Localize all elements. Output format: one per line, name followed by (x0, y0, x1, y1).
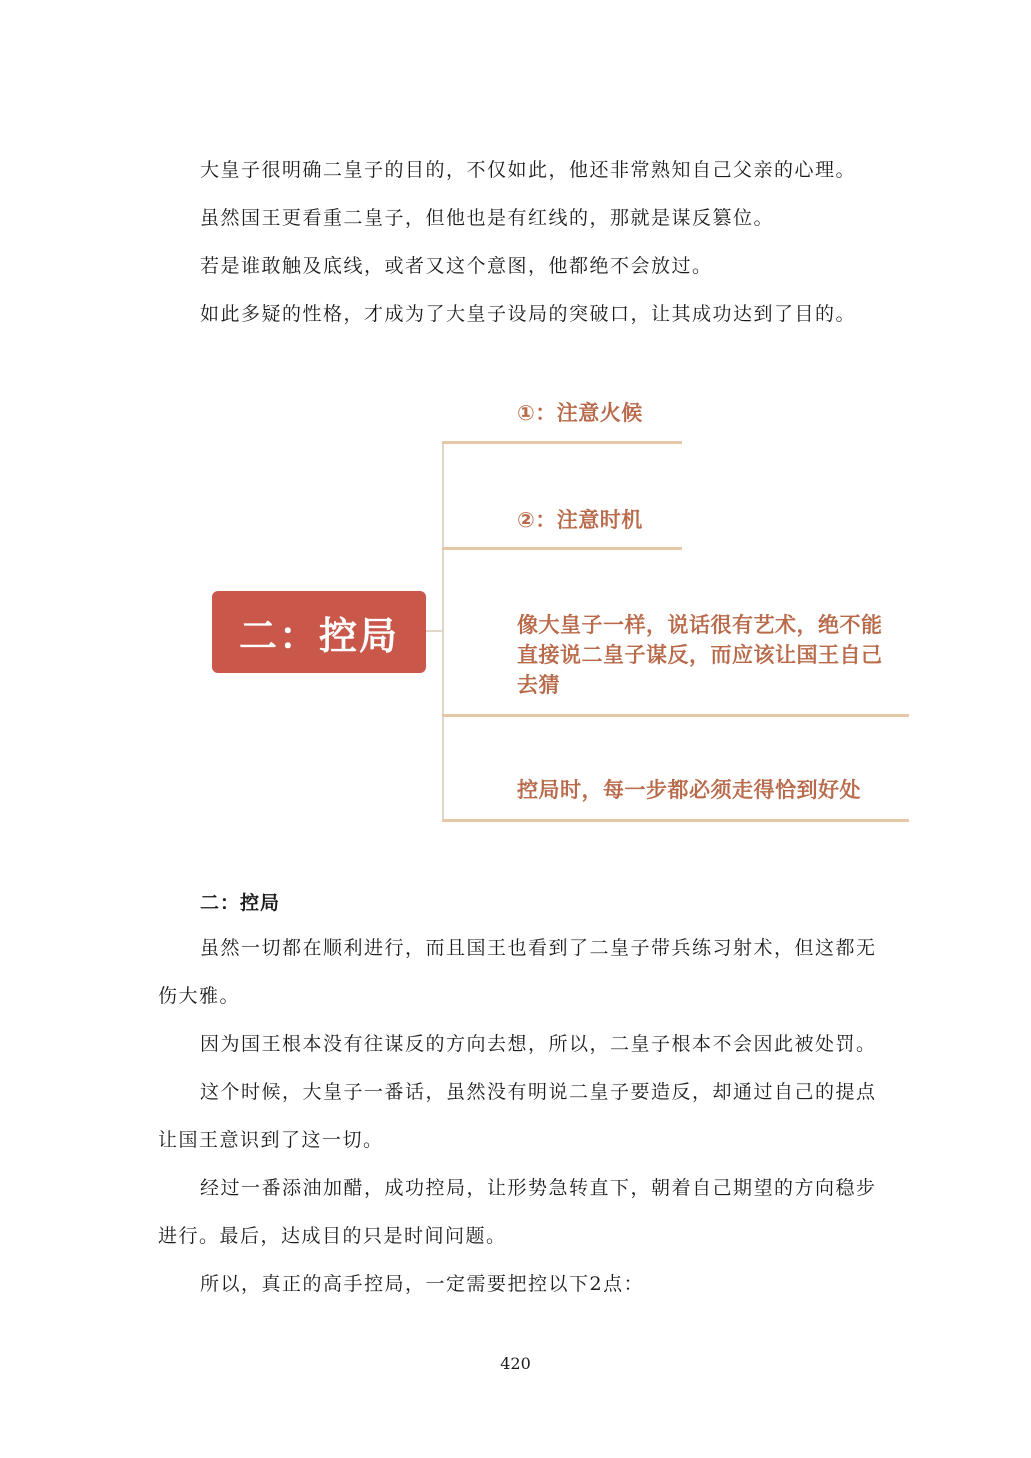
section-para-3-line-2: 让国王意识到了这一切。 (158, 1129, 384, 1151)
section-para-4-line-2: 进行。最后，达成目的只是时间问题。 (158, 1225, 507, 1247)
mindmap-branch-2-line (442, 547, 682, 550)
intro-line-3: 若是谁敢触及底线，或者又这个意图，他都绝不会放过。 (200, 255, 713, 277)
section-para-5-line-1: 所以，真正的高手控局，一定需要把控以下2点： (200, 1273, 645, 1295)
section-heading: 二：控局 (200, 892, 281, 914)
section-para-3-line-1: 这个时候，大皇子一番话，虽然没有明说二皇子要造反，却通过自己的提点 (200, 1081, 877, 1103)
section-para-4-line-1: 经过一番添油加醋，成功控局，让形势急转直下，朝着自己期望的方向稳步 (200, 1177, 877, 1199)
mindmap-branch-4: 控局时，每一步都必须走得恰到好处 (517, 778, 861, 802)
mindmap-branch-2: ②：注意时机 (517, 508, 643, 532)
section-para-1-line-1: 虽然一切都在顺利进行，而且国王也看到了二皇子带兵练习射术，但这都无 (200, 937, 877, 959)
intro-line-4: 如此多疑的性格，才成为了大皇子设局的突破口，让其成功达到了目的。 (200, 303, 857, 325)
mindmap-branch-4-line (442, 819, 909, 822)
mindmap-connector (426, 630, 443, 632)
mindmap-branch-1-line (442, 441, 682, 444)
intro-line-2: 虽然国王更看重二皇子，但他也是有红线的，那就是谋反篡位。 (200, 207, 775, 229)
intro-line-1: 大皇子很明确二皇子的目的，不仅如此，他还非常熟知自己父亲的心理。 (200, 159, 857, 181)
section-para-2-line-1: 因为国王根本没有往谋反的方向去想，所以，二皇子根本不会因此被处罚。 (200, 1033, 877, 1055)
mindmap-root: 二：控局 (212, 591, 426, 673)
section-para-1-line-2: 伤大雅。 (158, 985, 241, 1007)
page-number: 420 (500, 1354, 531, 1373)
mindmap-branch-3-line (442, 714, 909, 717)
mindmap-branch-1: ①：注意火候 (517, 401, 643, 425)
mindmap-branch-3: 像大皇子一样，说话很有艺术，绝不能直接说二皇子谋反，而应该让国王自己去猜 (517, 613, 883, 697)
